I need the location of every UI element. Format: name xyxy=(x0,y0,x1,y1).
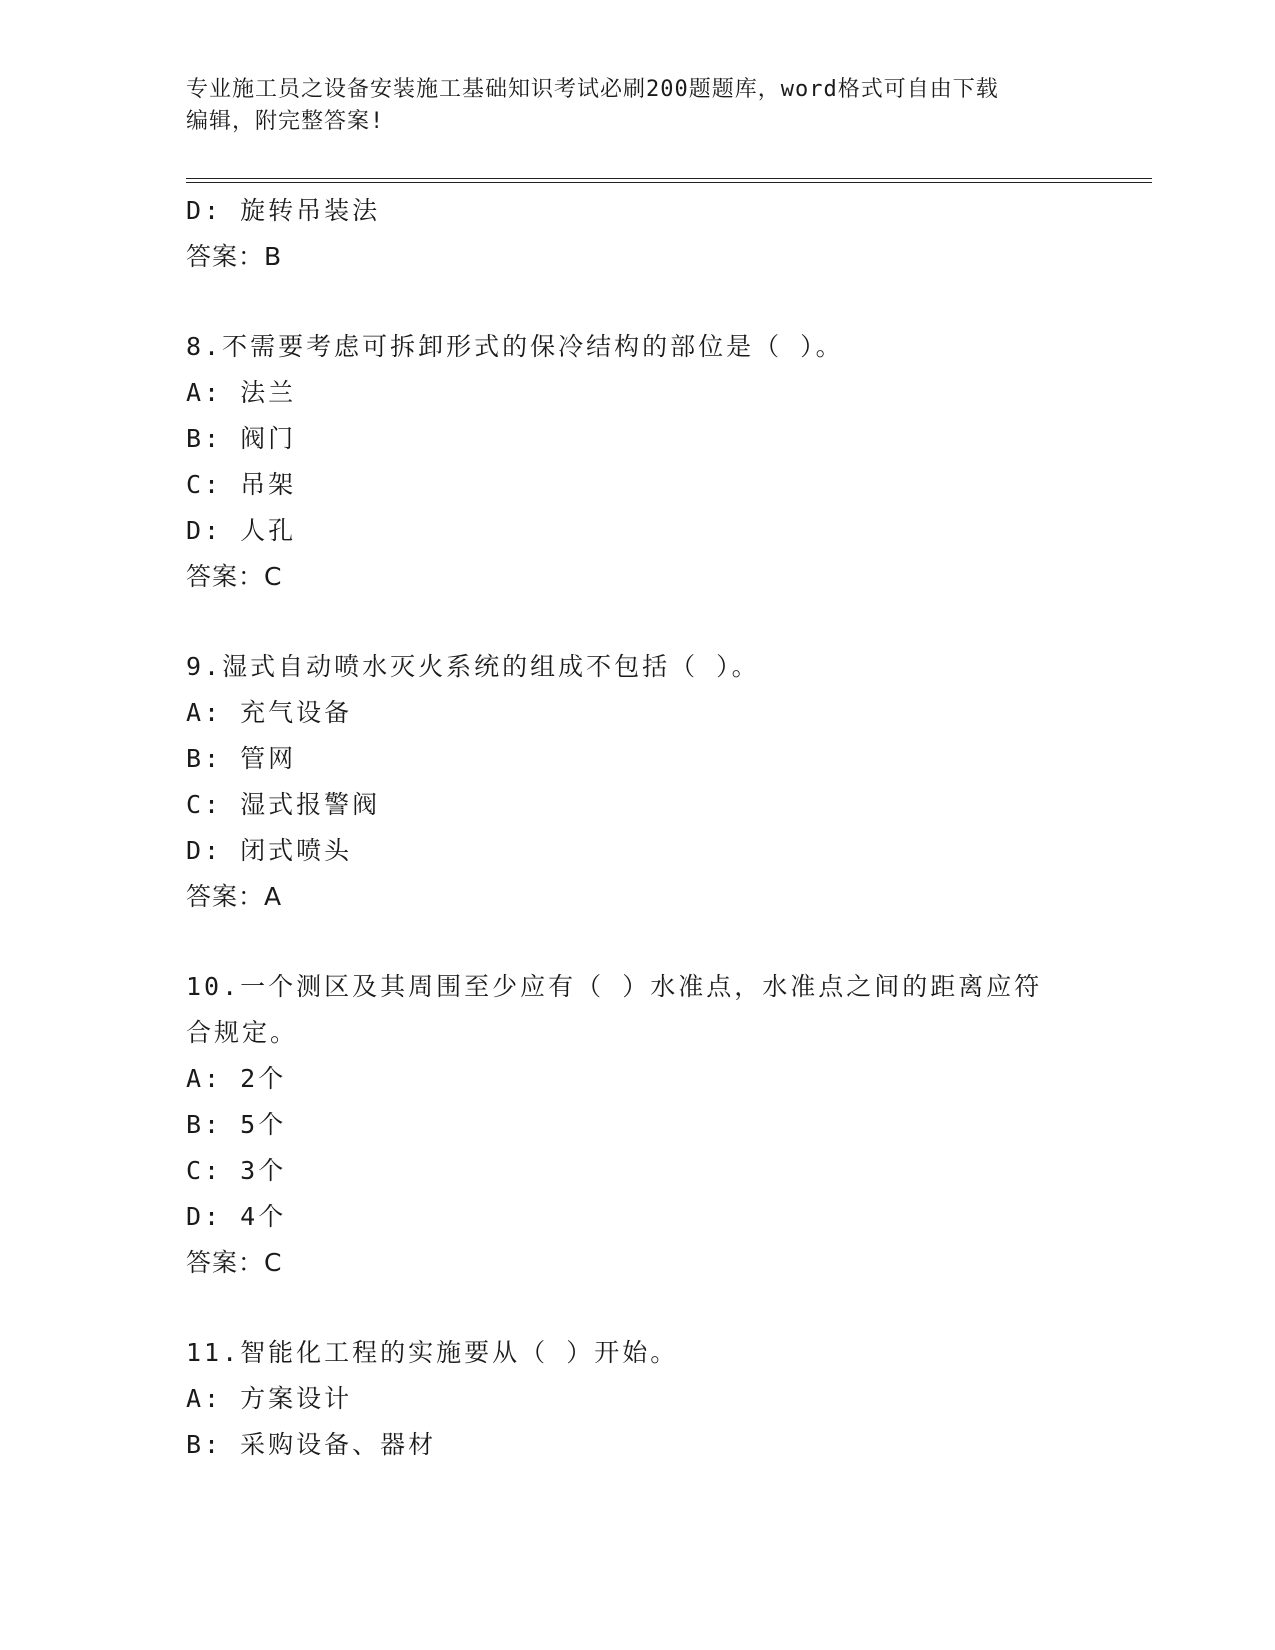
q11-stem: 11.智能化工程的实施要从（ ）开始。 xyxy=(186,1338,679,1367)
q8-option-b: B: 阀门 xyxy=(186,424,297,453)
q7-answer: 答案：B xyxy=(186,242,283,271)
q9-option-a: A: 充气设备 xyxy=(186,698,353,727)
q9-option-d: D: 闭式喷头 xyxy=(186,836,353,865)
question-list xyxy=(186,188,1086,1468)
q11-option-a: A: 方案设计 xyxy=(186,1384,353,1413)
q10-stem-line1: 10.一个测区及其周围至少应有（ ）水准点，水准点之间的距离应符 xyxy=(186,972,1043,1001)
document-header xyxy=(186,74,1066,138)
header-title-line1: 专业施工员之设备安装施工基础知识考试必刷200题题库，word格式可自由下载 xyxy=(186,77,999,102)
q9-stem: 9.湿式自动喷水灭火系统的组成不包括（ ）。 xyxy=(186,652,760,681)
q8-option-d: D: 人孔 xyxy=(186,516,297,545)
q10-option-a: A: 2个 xyxy=(186,1064,287,1093)
q10-stem-line2: 合规定。 xyxy=(186,1018,299,1047)
header-title-line2: 编辑，附完整答案! xyxy=(186,109,385,134)
q8-answer: 答案：C xyxy=(186,562,283,591)
q9-answer: 答案：A xyxy=(186,882,283,911)
q8-option-a: A: 法兰 xyxy=(186,378,297,407)
q7-option-d: D: 旋转吊装法 xyxy=(186,196,381,225)
q8-stem: 8.不需要考虑可拆卸形式的保冷结构的部位是（ ）。 xyxy=(186,332,844,361)
q9-option-c: C: 湿式报警阀 xyxy=(186,790,381,819)
q10-option-c: C: 3个 xyxy=(186,1156,287,1185)
q11-option-b: B: 采购设备、器材 xyxy=(186,1430,437,1459)
q10-option-b: B: 5个 xyxy=(186,1110,287,1139)
header-divider xyxy=(186,178,1152,183)
q9-option-b: B: 管网 xyxy=(186,744,297,773)
q8-option-c: C: 吊架 xyxy=(186,470,297,499)
q10-answer: 答案：C xyxy=(186,1248,283,1277)
q10-option-d: D: 4个 xyxy=(186,1202,287,1231)
